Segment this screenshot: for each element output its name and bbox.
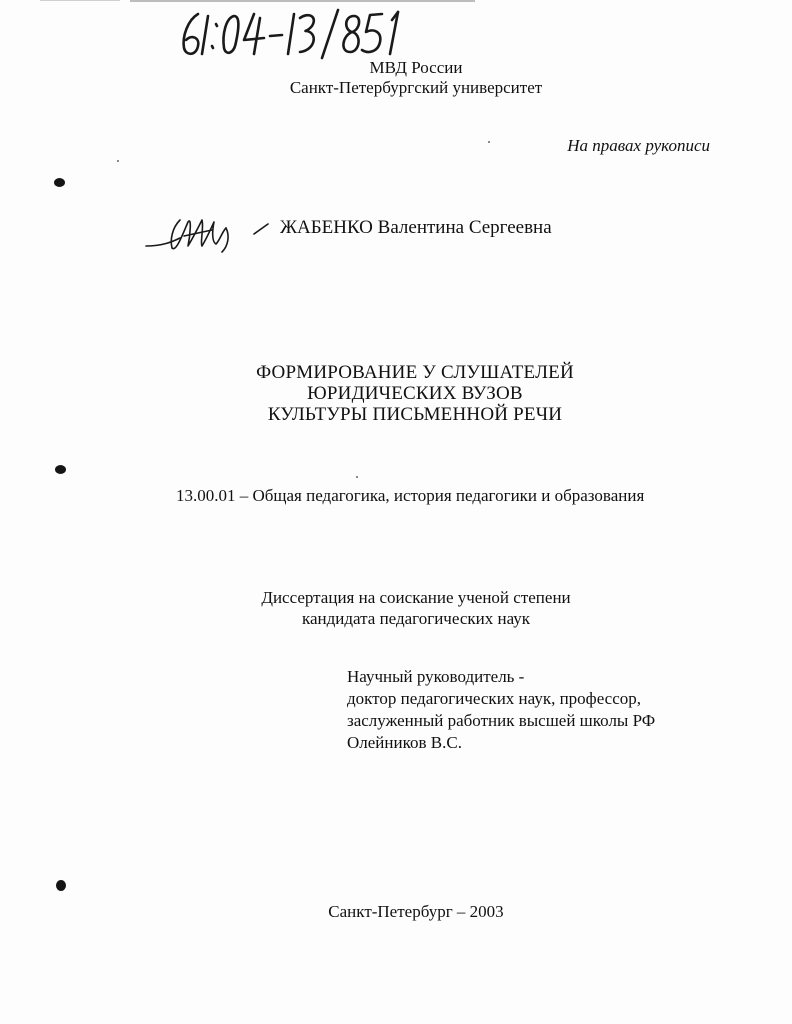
supervisor-line: заслуженный работник высшей школы РФ [347, 711, 656, 730]
rights-note: На правах рукописи [567, 136, 710, 155]
title-line: ЮРИДИЧЕСКИХ ВУЗОВ [307, 383, 523, 404]
scan-speck [356, 476, 358, 478]
author-name: ЖАБЕНКО Валентина Сергеевна [280, 217, 552, 238]
degree-line: Диссертация на соискание ученой степени [261, 588, 571, 607]
university-name: Санкт-Петербургский университет [289, 78, 543, 97]
supervisor-line: Научный руководитель - [347, 667, 525, 686]
title-line: ФОРМИРОВАНИЕ У СЛУШАТЕЛЕЙ [256, 362, 574, 383]
supervisor-block [347, 666, 655, 754]
title-line: КУЛЬТУРЫ ПИСЬМЕННОЙ РЕЧИ [267, 404, 563, 425]
punch-hole [55, 465, 66, 474]
scan-speck [488, 141, 490, 143]
dissertation-title [180, 362, 650, 425]
scan-edge-mark [40, 0, 120, 1]
specialty-code: 13.00.01 – Общая педагогика, история педагогики и образования [176, 486, 645, 505]
city-year: Санкт-Петербург – 2003 [328, 902, 504, 921]
author-signature [142, 206, 272, 262]
supervisor-name: Олейников В.С. [347, 733, 462, 752]
supervisor-line: доктор педагогических наук, профессор, [347, 689, 642, 708]
scan-edge-line [130, 0, 475, 2]
punch-hole [54, 178, 65, 187]
degree-line: кандидата педагогических наук [301, 609, 531, 628]
punch-hole [56, 880, 66, 891]
ministry-name: МВД России [369, 58, 463, 77]
degree-statement [236, 587, 596, 629]
scan-speck [117, 160, 119, 162]
handwritten-archive-code [176, 6, 416, 62]
